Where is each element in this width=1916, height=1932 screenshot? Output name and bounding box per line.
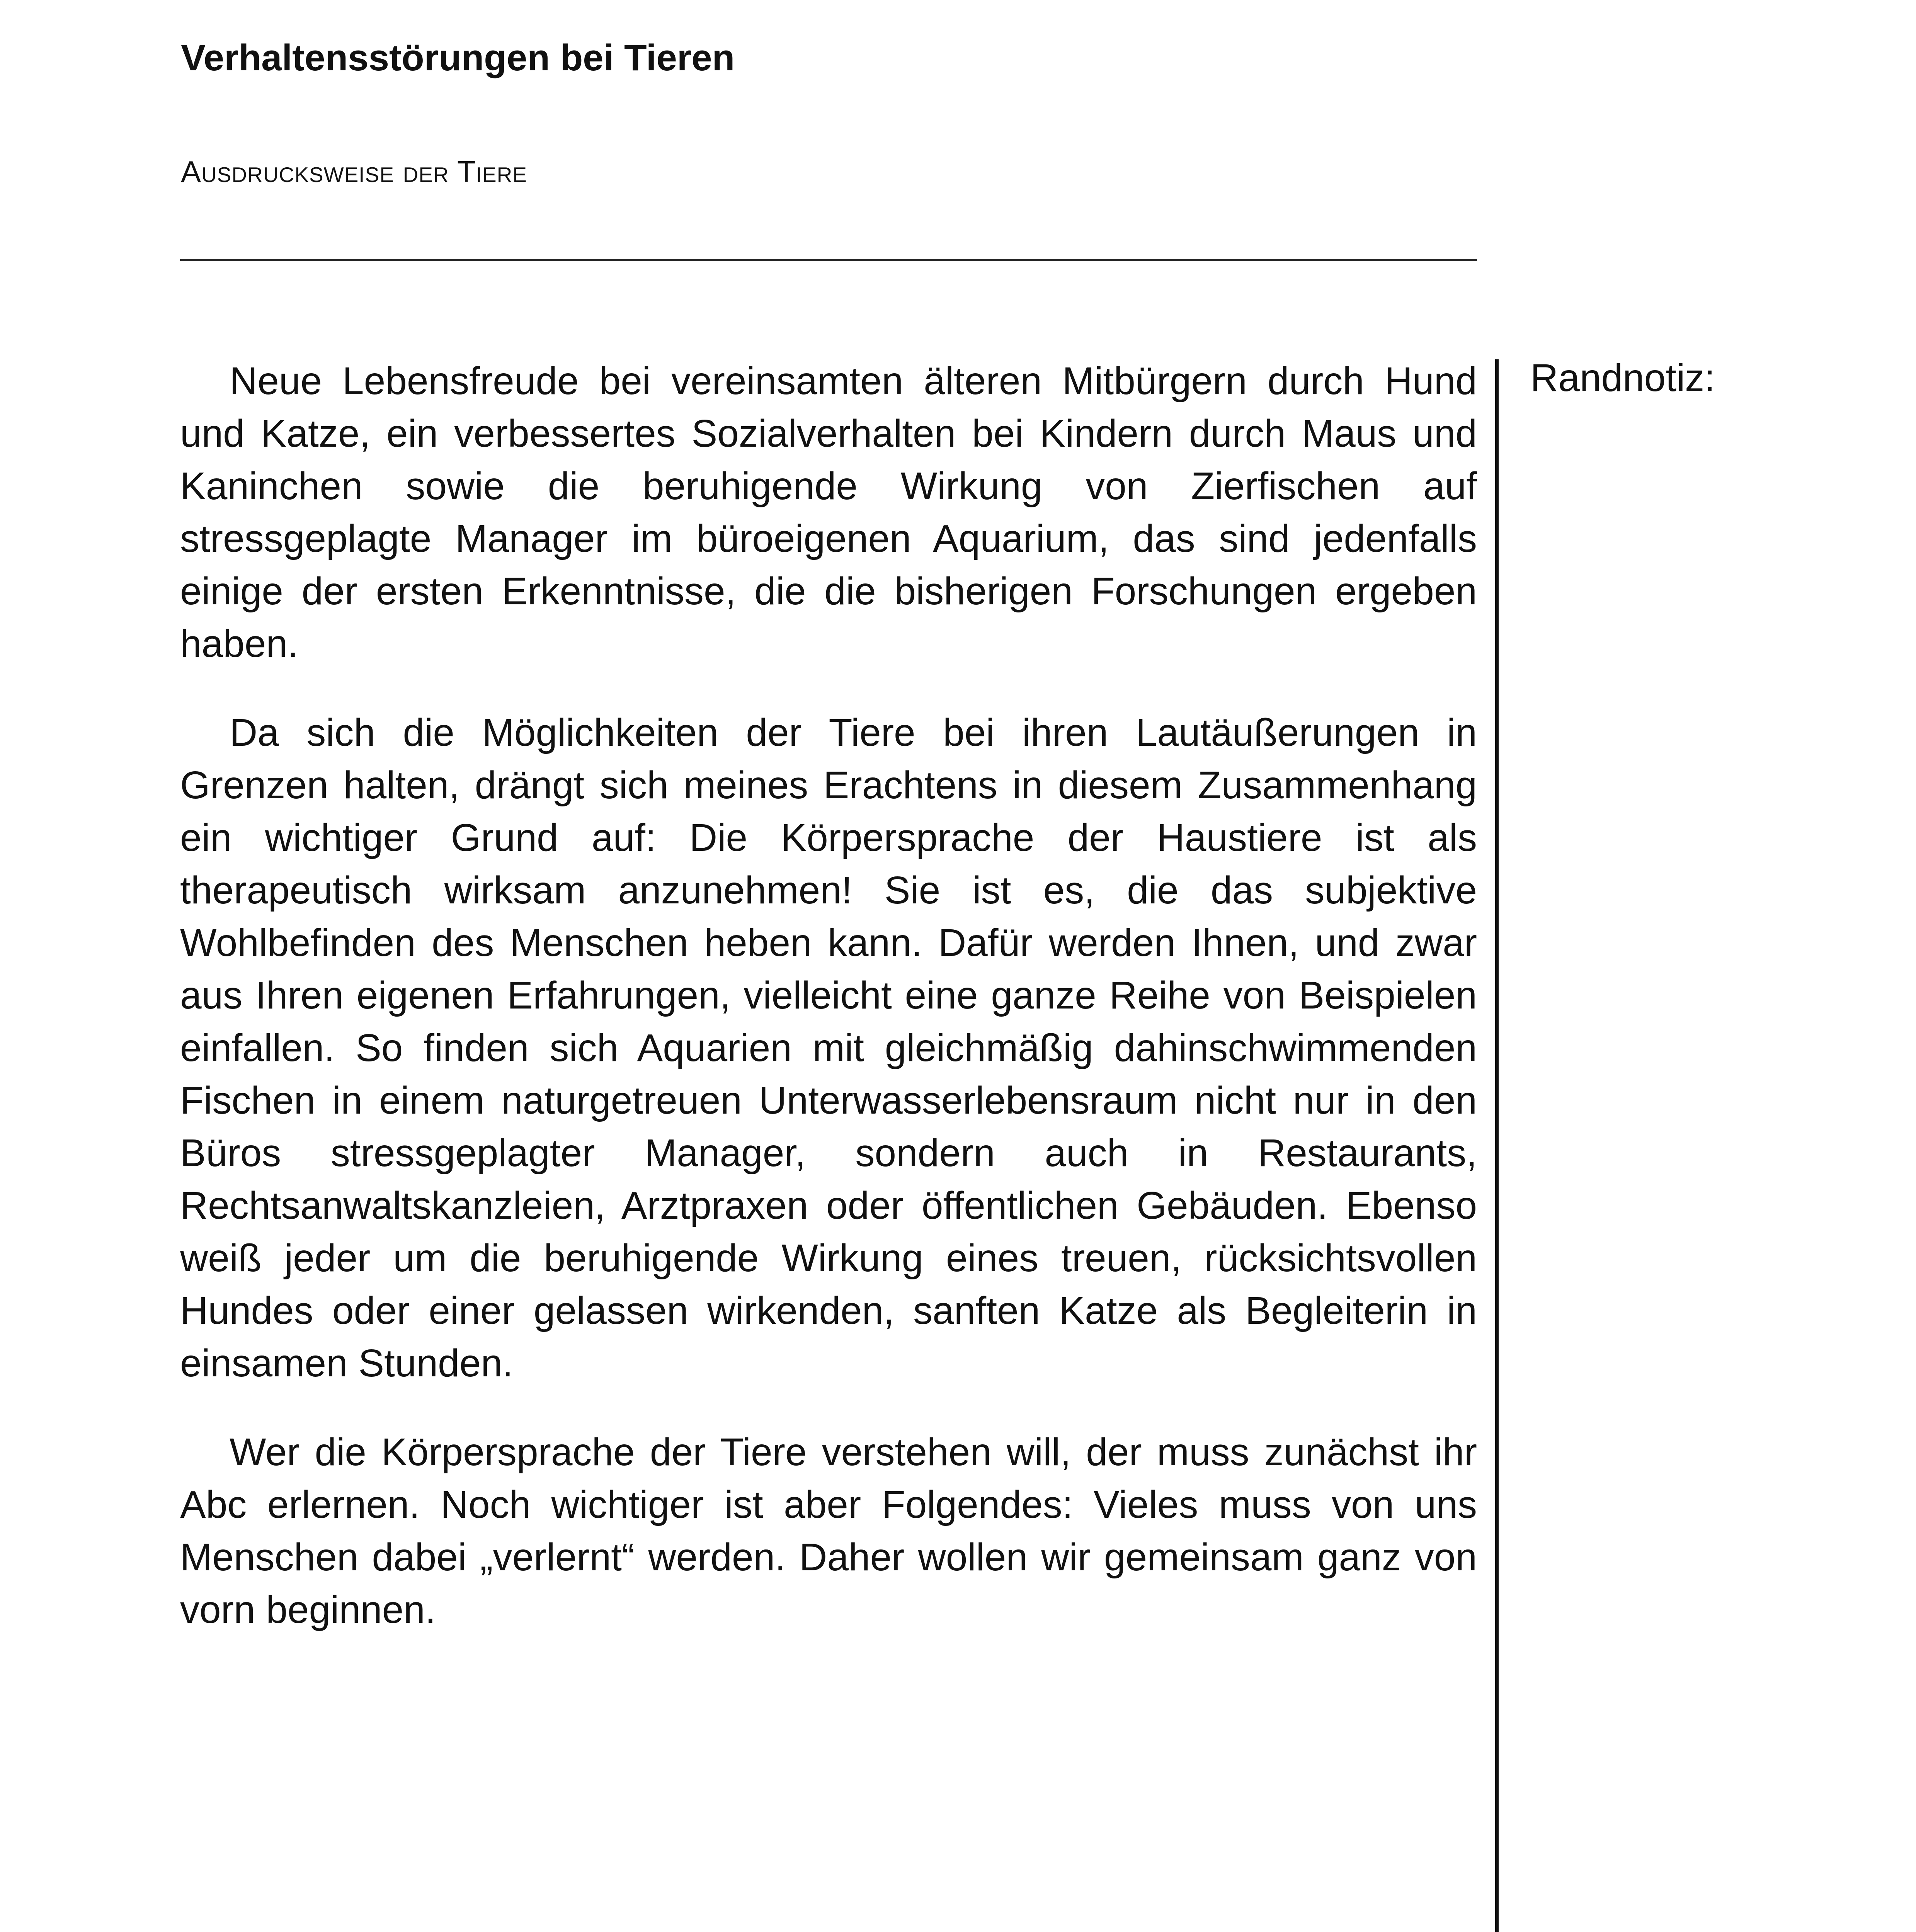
paragraph-3: Wer die Körpersprache der Tiere verstehen will, der muss zunächst ihr Abc erlernen. Noch wichtiger ist aber Folgendes: Vieles muss von uns Menschen dabei „verlernt“ werden. Daher wollen wir gemeinsam ganz von vorn beginnen. bbox=[180, 1430, 1477, 1631]
chapter-title: Ausdrucksweise der Tiere bbox=[181, 155, 527, 189]
margin-divider bbox=[1495, 359, 1499, 1932]
margin-note-label: Randnotiz: bbox=[1530, 356, 1715, 400]
body-text bbox=[180, 355, 1477, 1672]
paragraph-1: Neue Lebensfreude bei vereinsamten älteren Mitbürgern durch Hund und Katze, ein verbessertes Sozialverhalten bei Kindern durch Maus und Kaninchen sowie die beruhigende Wirkung von Zierfischen auf stressgeplagte Manager im büroeigenen Aquarium, das sind jedenfalls einige der ersten Erkenntnisse, die die bisherigen Forschungen ergeben haben. bbox=[180, 359, 1477, 665]
header-divider bbox=[180, 259, 1477, 261]
paragraph-2: Da sich die Möglichkeiten der Tiere bei ihren Lautäußerungen in Grenzen halten, drängt sich meines Erachtens in diesem Zusammenhang ein wichtiger Grund auf: Die Körpersprache der Haustiere ist als therapeutisch wirksam anzunehmen! Sie ist es, die das subjektive Wohlbefinden des Menschen heben kann. Dafür werden Ihnen, und zwar aus Ihren eigenen Erfahrungen, vielleicht eine ganze Reihe von Beispielen einfallen. So finden sich Aquarien mit gleichmäßig dahinschwimmenden Fischen in einem naturgetreuen Unterwasserlebensraum nicht nur in den Büros stressgeplagter Manager, sondern auch in Restaurants, Rechtsanwaltskanzleien, Arztpraxen oder öffentlichen Gebäuden. Ebenso weiß jeder um die beruhigende Wirkung eines treuen, rücksichtsvollen Hundes oder einer gelassen wirkenden, sanften Katze als Begleiterin in einsamen Stunden. bbox=[180, 711, 1477, 1385]
book-title: Verhaltensstörungen bei Tieren bbox=[181, 37, 735, 78]
